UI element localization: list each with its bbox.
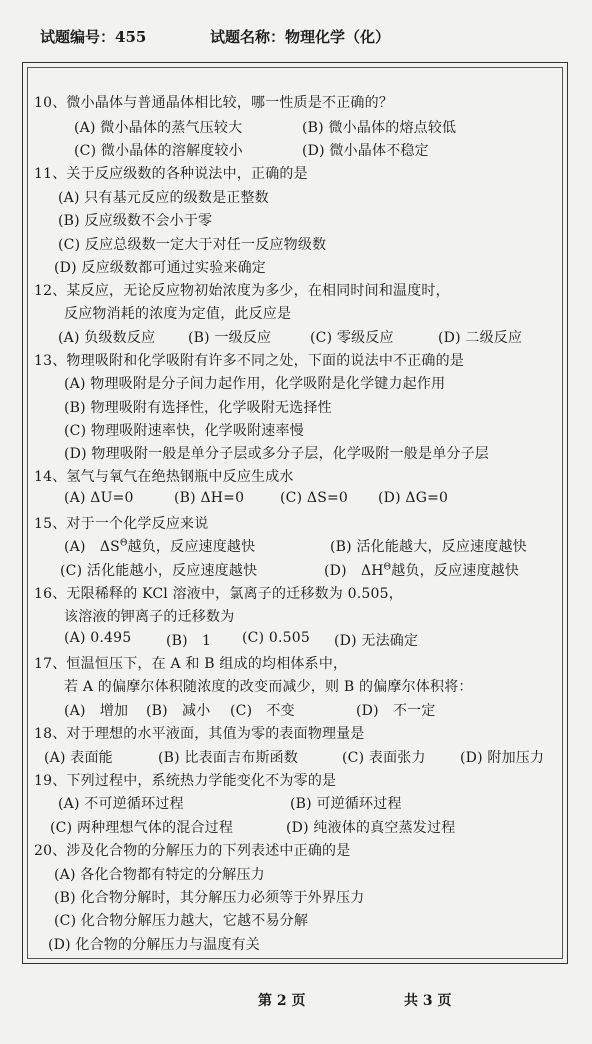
standard-state-symbol: Θ [383, 562, 392, 573]
question-19-option-c: (C) 两种理想气体的混合过程 [50, 820, 234, 836]
question-12-option-b: (B) 一级反应 [188, 330, 272, 346]
question-14-option-a: (A) ΔU=0 [64, 490, 134, 506]
question-13-option-a: (A) 物理吸附是分子间力起作用，化学吸附是化学键力起作用 [64, 376, 446, 392]
question-20-option-c: (C) 化合物分解压力越大，它越不易分解 [54, 913, 309, 929]
page-number: 第 2 页 [258, 993, 306, 1009]
question-10-option-d: (D) 微小晶体不稳定 [302, 143, 429, 159]
question-16-stem-line2: 该溶液的钾离子的迁移数为 [64, 609, 235, 625]
question-15-option-b: (B) 活化能越大，反应速度越快 [330, 539, 527, 555]
question-17-option-a: (A) 增加 [64, 703, 129, 719]
question-12-option-d: (D) 二级反应 [438, 330, 523, 346]
question-19-option-a: (A) 不可逆循环过程 [58, 796, 184, 812]
question-15-option-d [324, 560, 519, 580]
question-16-stem: 16、无限稀释的 KCl 溶液中，氯离子的迁移数为 0.505， [34, 586, 403, 602]
question-15-option-d-text: 越负，反应速度越快 [391, 563, 520, 579]
question-17-option-b: (B) 减小 [146, 703, 211, 719]
question-17-option-d: (D) 不一定 [356, 703, 436, 719]
question-11-option-d: (D) 反应级数都可通过实验来确定 [54, 260, 266, 276]
question-12-stem: 12、某反应，无论反应物初始浓度为多少，在相同时间和温度时， [34, 283, 450, 299]
question-10-option-c: (C) 微小晶体的溶解度较小 [74, 143, 243, 159]
question-10-option-b: (B) 微小晶体的熔点较低 [302, 120, 457, 136]
question-13-option-b: (B) 物理吸附有选择性，化学吸附无选择性 [64, 400, 332, 416]
question-15-stem: 15、对于一个化学反应来说 [34, 516, 209, 532]
standard-state-symbol: Θ [119, 538, 128, 549]
question-18-option-b: (B) 比表面吉布斯函数 [158, 750, 299, 766]
question-17-option-c: (C) 不变 [230, 703, 295, 719]
question-15-option-a [64, 536, 255, 556]
question-19-option-d: (D) 纯液体的真空蒸发过程 [286, 820, 456, 836]
question-14-stem: 14、氢气与氧气在绝热钢瓶中反应生成水 [34, 469, 294, 485]
question-19-option-b: (B) 可逆循环过程 [290, 796, 402, 812]
question-18-option-a: (A) 表面能 [44, 750, 113, 766]
question-16-option-b: (B) 1 [166, 633, 212, 649]
question-12-stem-line2: 反应物消耗的浓度为定值，此反应是 [64, 306, 292, 322]
question-11-option-c: (C) 反应总级数一定大于对任一反应物级数 [58, 237, 327, 253]
question-14-option-b: (B) ΔH=0 [174, 490, 245, 506]
question-11-stem: 11、关于反应级数的各种说法中，正确的是 [34, 166, 308, 182]
question-15-option-c: (C) 活化能越小，反应速度越快 [60, 563, 258, 579]
question-13-stem: 13、物理吸附和化学吸附有许多不同之处，下面的说法中不正确的是 [34, 353, 465, 369]
question-18-option-d: (D) 附加压力 [460, 750, 545, 766]
question-13-option-d: (D) 物理吸附一般是单分子层或多分子层，化学吸附一般是单分子层 [64, 446, 489, 462]
question-18-option-c: (C) 表面张力 [342, 750, 426, 766]
question-20-option-a: (A) 各化合物都有特定的分解压力 [54, 867, 265, 883]
question-16-option-d: (D) 无法确定 [334, 633, 419, 649]
page-header [0, 0, 592, 62]
question-17-stem-line2: 若 A 的偏摩尔体积随浓度的改变而减少，则 B 的偏摩尔体积将： [64, 679, 473, 695]
question-16-option-c: (C) 0.505 [242, 630, 310, 646]
question-14-option-d: (D) ΔG=0 [378, 490, 449, 506]
question-11-option-b: (B) 反应级数不会小于零 [58, 213, 213, 229]
question-19-stem: 19、下列过程中，系统热力学能变化不为零的是 [34, 773, 337, 789]
question-13-option-c: (C) 物理吸附速率快，化学吸附速率慢 [64, 423, 304, 439]
total-pages: 共 3 页 [404, 993, 452, 1009]
question-18-stem: 18、对于理想的水平液面，其值为零的表面物理量是 [34, 726, 365, 742]
question-16-option-a: (A) 0.495 [64, 630, 132, 646]
question-20-option-b: (B) 化合物分解时，其分解压力必须等于外界压力 [54, 890, 365, 906]
exam-name: 试题名称：物理化学（化） [210, 28, 391, 46]
question-10-option-a: (A) 微小晶体的蒸气压较大 [74, 120, 243, 136]
question-15-option-a-label: (A) ΔS [64, 539, 120, 555]
question-10-stem: 10、微小晶体与普通晶体相比较，哪一性质是不正确的？ [34, 95, 394, 111]
question-15-option-d-label: (D) ΔH [324, 563, 384, 579]
question-20-option-d: (D) 化合物的分解压力与温度有关 [48, 937, 260, 953]
question-20-stem: 20、涉及化合物的分解压力的下列表述中正确的是 [34, 843, 351, 859]
question-12-option-a: (A) 负级数反应 [58, 330, 156, 346]
exam-code: 试题编号：455 [40, 28, 147, 46]
question-17-stem: 17、恒温恒压下，在 A 和 B 组成的均相体系中， [34, 656, 348, 672]
question-11-option-a: (A) 只有基元反应的级数是正整数 [58, 190, 269, 206]
question-14-option-c: (C) ΔS=0 [280, 490, 349, 506]
question-12-option-c: (C) 零级反应 [310, 330, 394, 346]
question-15-option-a-text: 越负，反应速度越快 [127, 539, 256, 555]
